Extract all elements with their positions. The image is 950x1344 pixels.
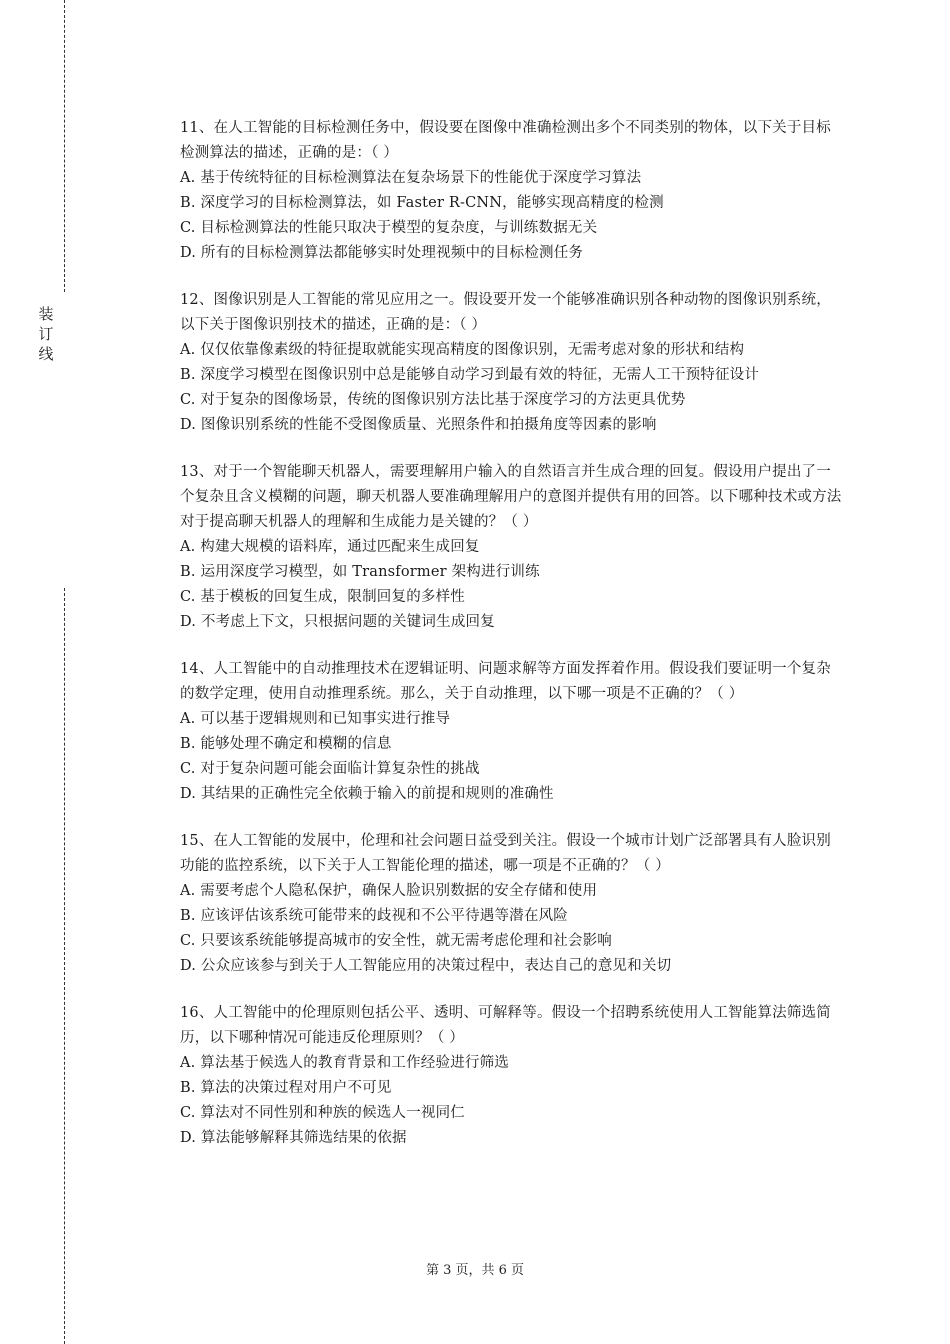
question-11 [180,116,842,266]
option-d: D. 不考虑上下文，只根据问题的关键词生成回复 [180,614,495,630]
binding-label [36,304,56,364]
question-stem: 11、在人工智能的目标检测任务中，假设要在图像中准确检测出多个不同类别的物体，以下关于目标检测算法的描述，正确的是：（ ） [180,120,831,161]
binding-label-char: 装 [38,305,54,323]
option-d: D. 其结果的正确性完全依赖于输入的前提和规则的准确性 [180,786,554,802]
option-b: B. 深度学习模型在图像识别中总是能够自动学习到最有效的特征，无需人工干预特征设计 [180,367,760,383]
question-13 [180,460,842,635]
option-a: A. 可以基于逻辑规则和已知事实进行推导 [180,711,451,727]
question-12 [180,288,842,438]
option-b: B. 应该评估该系统可能带来的歧视和不公平待遇等潜在风险 [180,908,568,924]
option-a: A. 需要考虑个人隐私保护，确保人脸识别数据的安全存储和使用 [180,883,598,899]
option-a: A. 构建大规模的语料库，通过匹配来生成回复 [180,539,480,555]
option-b: B. 算法的决策过程对用户不可见 [180,1080,392,1096]
option-b: B. 能够处理不确定和模糊的信息 [180,736,392,752]
option-c: C. 对于复杂问题可能会面临计算复杂性的挑战 [180,761,480,777]
binding-dashed-line-bottom [64,588,65,1344]
option-d: D. 公众应该参与到关于人工智能应用的决策过程中，表达自己的意见和关切 [180,958,672,974]
question-16 [180,1001,842,1151]
option-d: D. 算法能够解释其筛选结果的依据 [180,1130,407,1146]
option-d: D. 所有的目标检测算法都能够实时处理视频中的目标检测任务 [180,245,584,261]
question-stem: 14、人工智能中的自动推理技术在逻辑证明、问题求解等方面发挥着作用。假设我们要证明一个复杂的数学定理，使用自动推理系统。那么，关于自动推理，以下哪一项是不正确的？（ ） [180,661,831,702]
question-stem: 16、人工智能中的伦理原则包括公平、透明、可解释等。假设一个招聘系统使用人工智能算法筛选简历，以下哪种情况可能违反伦理原则？（ ） [180,1005,831,1046]
option-b: B. 深度学习的目标检测算法，如 Faster R-CNN，能够实现高精度的检测 [180,195,664,211]
option-c: C. 对于复杂的图像场景，传统的图像识别方法比基于深度学习的方法更具优势 [180,392,686,408]
option-c: C. 基于模板的回复生成，限制回复的多样性 [180,589,465,605]
question-list [180,116,842,1173]
option-a: A. 算法基于候选人的教育背景和工作经验进行筛选 [180,1055,509,1071]
page-footer [0,1259,950,1278]
option-b: B. 运用深度学习模型，如 Transformer 架构进行训练 [180,564,540,580]
question-stem: 15、在人工智能的发展中，伦理和社会问题日益受到关注。假设一个城市计划广泛部署具有人脸识别功能的监控系统，以下关于人工智能伦理的描述，哪一项是不正确的？（ ） [180,833,831,874]
binding-dashed-line-top [64,0,65,292]
binding-label-char: 线 [38,345,54,363]
question-stem: 13、对于一个智能聊天机器人，需要理解用户输入的自然语言并生成合理的回复。假设用户提出了一个复杂且含义模糊的问题，聊天机器人要准确理解用户的意图并提供有用的回答。以下哪种技术或方法对于提高聊天机器人的理解和生成能力是关键的？（ ） [180,464,842,530]
question-15 [180,829,842,979]
option-c: C. 只要该系统能够提高城市的安全性，就无需考虑伦理和社会影响 [180,933,612,949]
option-d: D. 图像识别系统的性能不受图像质量、光照条件和拍摄角度等因素的影响 [180,417,657,433]
option-c: C. 算法对不同性别和种族的候选人一视同仁 [180,1105,465,1121]
question-stem: 12、图像识别是人工智能的常见应用之一。假设要开发一个能够准确识别各种动物的图像识别系统，以下关于图像识别技术的描述，正确的是：（ ） [180,292,831,333]
question-14 [180,657,842,807]
option-c: C. 目标检测算法的性能只取决于模型的复杂度，与训练数据无关 [180,220,598,236]
binding-label-char: 订 [38,325,54,343]
page-number: 第 3 页，共 6 页 [425,1263,525,1278]
option-a: A. 基于传统特征的目标检测算法在复杂场景下的性能优于深度学习算法 [180,170,642,186]
binding-margin [0,0,140,1344]
option-a: A. 仅仅依靠像素级的特征提取就能实现高精度的图像识别，无需考虑对象的形状和结构 [180,342,745,358]
